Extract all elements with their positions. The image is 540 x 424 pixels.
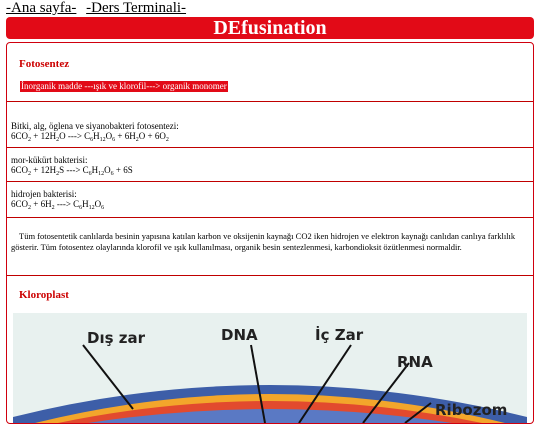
- highlight-definition: İnorganik madde ---ışık ve klorofil---> organik monomer: [21, 81, 227, 91]
- label-inner-membrane: İç Zar: [315, 326, 364, 344]
- section-title-chloroplast: Kloroplast: [19, 289, 69, 301]
- equation1-heading: Bitki, alg, öglena ve siyanobakteri fotosentezi:: [11, 121, 179, 131]
- label-rna: RNA: [397, 353, 433, 371]
- terminal-link[interactable]: -Ders Terminali-: [86, 0, 187, 16]
- label-ribosome: Ribozom: [435, 401, 508, 419]
- equation3: $6CO_2 + 6H_2$ ---> $C_6H_{12}O_6$: [11, 199, 105, 211]
- divider: [7, 147, 533, 148]
- divider: [7, 275, 533, 276]
- section-title-photosynthesis: Fotosentez: [19, 58, 70, 70]
- divider: [7, 101, 533, 102]
- equation1: $6CO_2 + 12H_2O$ ---> $C_6H_{12}O_6 + 6H_2O + 6O_2$: [11, 131, 169, 143]
- divider: [7, 217, 533, 218]
- equation3-heading: hidrojen bakterisi:: [11, 189, 77, 199]
- label-dna: DNA: [221, 326, 258, 344]
- chloroplast-diagram: [13, 313, 527, 423]
- top-nav: [6, 0, 192, 17]
- main-content: [6, 42, 534, 424]
- home-link[interactable]: -Ana sayfa-: [6, 0, 77, 16]
- divider: [7, 181, 533, 182]
- label-outer-membrane: Dış zar: [87, 329, 145, 347]
- page-title: DEfusination: [6, 17, 534, 39]
- equation2-heading: mor-kükürt bakterisi:: [11, 155, 88, 165]
- photosynthesis-paragraph: Tüm fotosentetik canlılarda besinin yapısına katılan karbon ve oksijenin kaynağı CO2 iken hidrojen ve elektron kaynağı canlıdan canlıya farklılık gösterir. Tüm fotosentez olaylarında klorofil ve ışık kullanılması, organik besin sentezlenmesi, karbondioksit özütlenmesi normaldir.: [11, 231, 516, 252]
- equation2: $6CO_2 + 12H_2S$ ---> $C_6H_{12}O_6 + 6S$: [11, 165, 133, 177]
